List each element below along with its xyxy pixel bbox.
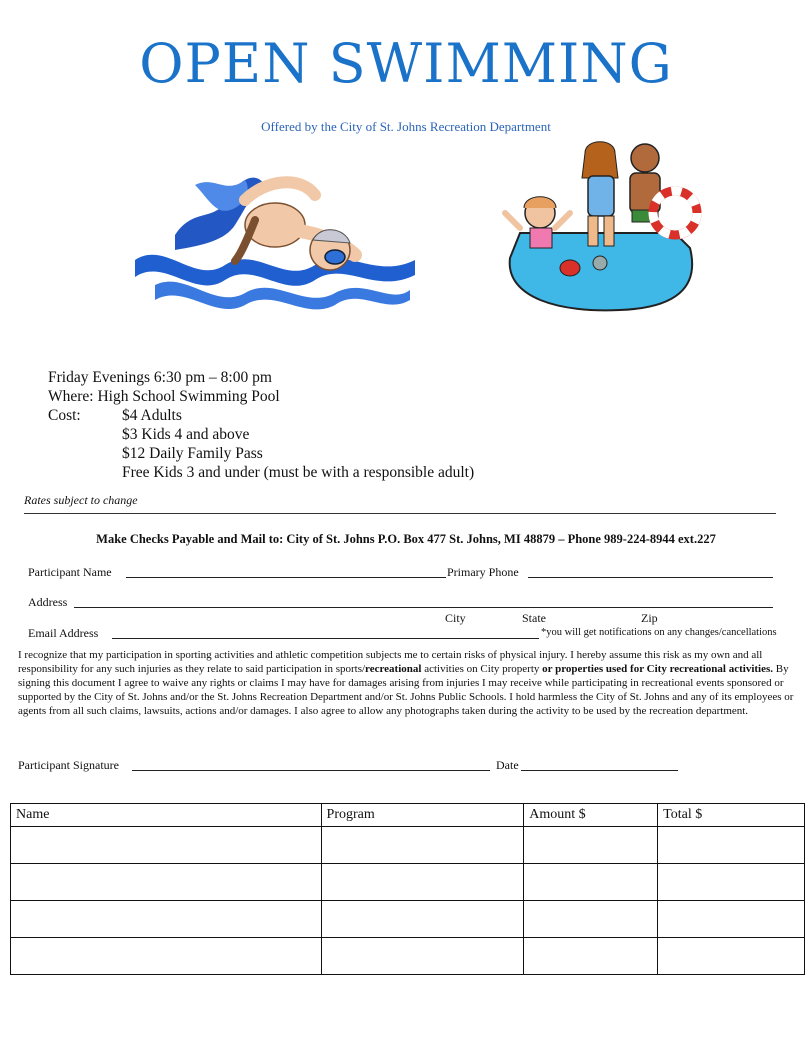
email-field[interactable]	[112, 638, 539, 639]
state-label: State	[522, 611, 546, 625]
primary-phone-field[interactable]	[528, 577, 773, 578]
table-row	[11, 901, 805, 938]
address-field[interactable]	[74, 607, 773, 608]
address-label: Address	[28, 595, 68, 609]
email-label: Email Address	[28, 626, 99, 640]
name-cell[interactable]	[11, 938, 322, 975]
program-cell[interactable]	[321, 938, 524, 975]
table-row	[11, 938, 805, 975]
total-cell[interactable]	[658, 938, 805, 975]
amount-cell[interactable]	[524, 938, 658, 975]
city-label: City	[445, 611, 466, 625]
cost-kids: $3 Kids 4 and above	[122, 426, 250, 443]
table-row	[11, 864, 805, 901]
table-header-row	[11, 804, 805, 827]
name-cell[interactable]	[11, 864, 322, 901]
total-cell[interactable]	[658, 864, 805, 901]
event-time: Friday Evenings 6:30 pm – 8:00 pm	[48, 369, 272, 386]
cost-adults: $4 Adults	[122, 407, 182, 424]
signature-field[interactable]	[132, 770, 490, 771]
cost-label: Cost:	[48, 407, 81, 424]
signature-label: Participant Signature	[18, 758, 119, 772]
page-subtitle: Offered by the City of St. Johns Recreation Department	[261, 119, 551, 134]
total-cell[interactable]	[658, 901, 805, 938]
name-cell[interactable]	[11, 827, 322, 864]
column-header-program: Program	[321, 804, 524, 827]
swimmer-clipart	[135, 165, 415, 315]
primary-phone-label: Primary Phone	[447, 565, 519, 579]
amount-cell[interactable]	[524, 827, 658, 864]
column-header-total: Total $	[658, 804, 805, 827]
participant-name-field[interactable]	[126, 577, 446, 578]
cost-free-kids: Free Kids 3 and under (must be with a responsible adult)	[122, 464, 475, 481]
divider	[24, 513, 776, 514]
program-cell[interactable]	[321, 827, 524, 864]
amount-cell[interactable]	[524, 864, 658, 901]
waiver-text: I recognize that my participation in sporting activities and athletic competition subjects me to certain risks of physical injury. I hereby assume this risk as my own and all responsibility for any such injuries as they relate to said participation in sports/recreational activities on City property or properties used for City recreational activities. By signing this document I agree to waive any rights or claims I may have for damages arising from injuries I may receive while participating in recreational events sponsored or supported by the City of St. Johns and/or the St. Johns Recreation Department and/or St. Johns Public Schools. I hold harmless the City of St. Johns and any of its employees or agents from all such claims, lawsuits, actions and/or damages. I also agree to allow any photographs taken during the activity to be used by the recreation department.	[18, 649, 794, 717]
event-location: Where: High School Swimming Pool	[48, 388, 280, 405]
participant-name-label: Participant Name	[28, 565, 112, 579]
total-cell[interactable]	[658, 827, 805, 864]
name-cell[interactable]	[11, 901, 322, 938]
zip-label: Zip	[641, 611, 658, 625]
column-header-name: Name	[11, 804, 322, 827]
amount-cell[interactable]	[524, 901, 658, 938]
program-cell[interactable]	[321, 901, 524, 938]
cost-family: $12 Daily Family Pass	[122, 445, 263, 462]
email-note: *you will get notifications on any changes/cancellations	[541, 627, 777, 638]
rates-note: Rates subject to change	[24, 493, 138, 507]
date-label: Date	[496, 758, 519, 772]
table-row	[11, 827, 805, 864]
kids-pool-clipart	[500, 138, 705, 318]
page-title: OPEN SWIMMING	[139, 32, 673, 95]
program-cell[interactable]	[321, 864, 524, 901]
date-field[interactable]	[521, 770, 678, 771]
column-header-amount: Amount $	[524, 804, 658, 827]
mail-instructions: Make Checks Payable and Mail to: City of St. Johns P.O. Box 477 St. Johns, MI 48879 – Phone 989-224-8944 ext.227	[96, 532, 716, 546]
registration-table	[10, 803, 805, 975]
